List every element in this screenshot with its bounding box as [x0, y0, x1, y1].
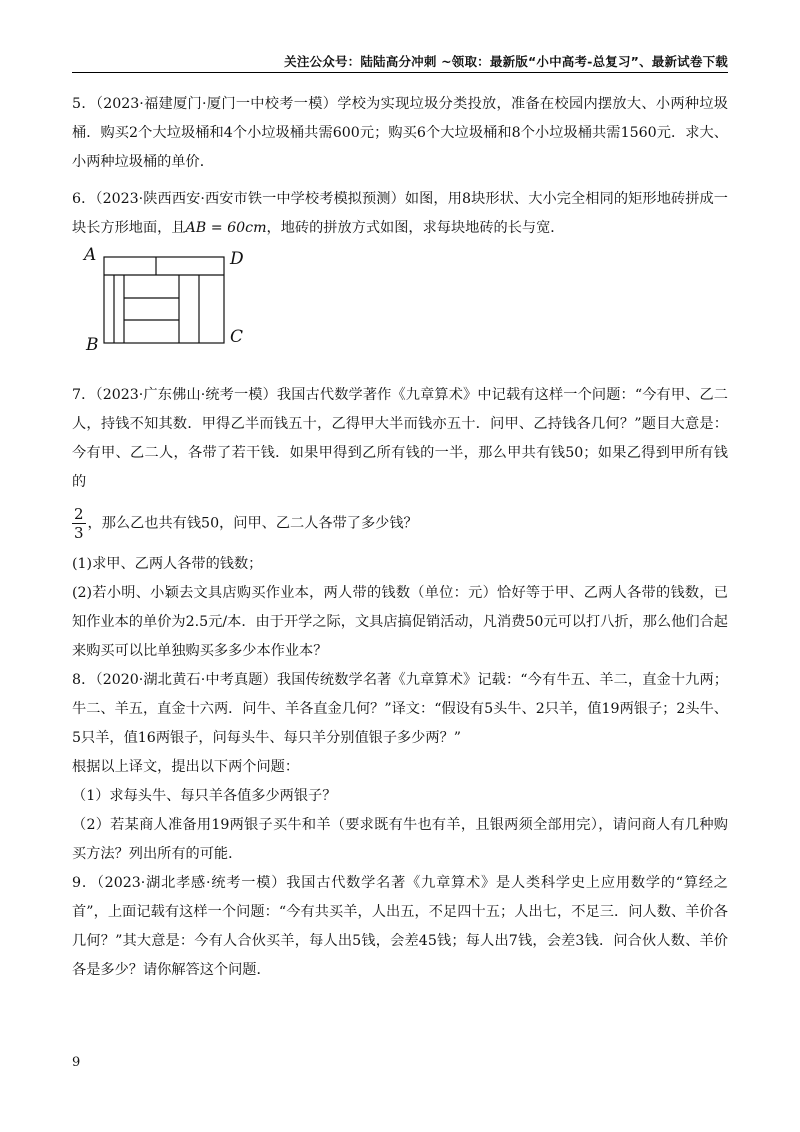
question-7-sub-1: (1)求甲、乙两人各带的钱数； — [72, 556, 263, 572]
header-text: 关注公众号：陆陆高分冲刺 ~领取：最新版“小中高考-总复习”、最新试卷下载 — [284, 54, 728, 69]
question-7-sub-2: (2)若小明、小颖去文具店购买作业本，两人带的钱数（单位：元）恰好等于甲、乙两人各带的钱数，已知作业本的单价为2.5元/本．由于开学之际，文具店搞促销活动，凡消费50元可以打八折，那么他们合起来购买可以比单独购买多多少本作业本？ — [72, 585, 728, 659]
question-5: 5．（2023·福建厦门·厦门一中校考一模）学校为实现垃圾分类投放，准备在校园内摆放大、小两种垃圾桶．购买2个大垃圾桶和4个小垃圾桶共需600元；购买6个大垃圾桶和8个小垃圾桶共需1560元．求大、小两种垃圾桶的单价． — [72, 96, 728, 170]
tile-figure — [84, 245, 244, 359]
question-7-text-1: 7．（2023·广东佛山·统考一模）我国古代数学著作《九章算术》中记载有这样一个问题：“今有甲、乙二人，持钱不知其数．甲得乙半而钱五十，乙得甲大半而钱亦五十．问甲、乙持钱各几何？”题目大意是：今有甲、乙二人，各带了若干钱．如果甲得到乙所有钱的一半，那么甲共有钱50；如果乙得到甲所有钱的 — [72, 387, 728, 490]
question-6-math: AB = 60cm — [185, 220, 267, 236]
question-7-fraction-line — [72, 505, 728, 542]
page-content — [72, 90, 728, 985]
tile-diagram — [84, 249, 244, 359]
fraction-two-thirds — [72, 505, 86, 542]
fraction-numerator: 2 — [74, 505, 84, 523]
question-7 — [72, 381, 728, 497]
question-8: 8．（2020·湖北黄石·中考真题）我国传统数学名著《九章算术》记载：“今有牛五、羊二，直金十九两；牛二、羊五，直金十六两．问牛、羊各直金几何？”译文：“假设有5头牛、2只羊，值19两银子；2头牛、5只羊，值16两银子，问每头牛、每只羊分别值银子多少两？” — [72, 672, 728, 746]
question-7-text-2: ，那么乙也共有钱50，问甲、乙二人各带了多少钱？ — [87, 515, 418, 532]
fraction-denominator: 3 — [74, 524, 84, 542]
question-6 — [72, 185, 728, 243]
page-number: 9 — [72, 1055, 81, 1070]
page-header — [72, 44, 728, 73]
outer-rectangle — [104, 257, 224, 343]
label-a: A — [84, 245, 97, 265]
question-8-sub-1: （1）求每头牛、每只羊各值多少两银子？ — [72, 788, 337, 804]
label-d: D — [230, 249, 244, 269]
label-b: B — [86, 335, 99, 355]
question-8-sub-2: （2）若某商人准备用19两银子买牛和羊（要求既有牛也有羊，且银两须全部用完），请问商人有几种购买方法？列出所有的可能． — [72, 817, 728, 862]
question-6-text-before: 6．（2023·陕西西安·西安市铁一中学校考模拟预测）如图，用8块形状、大小完全相同的矩形地砖拼成一块长方形地面，且 — [72, 191, 728, 236]
question-8-intro: 根据以上译文，提出以下两个问题： — [72, 759, 300, 775]
question-9: 9．（2023·湖北孝感·统考一模）我国古代数学名著《九章算术》是人类科学史上应用数学的“算经之首”，上面记载有这样一个问题：“今有共买羊，人出五，不足四十五；人出七，不足三．问人数、羊价各几何？”其大意是：今有人合伙买羊，每人出5钱，会差45钱；每人出7钱，会差3钱．问合伙人数、羊价各是多少？请你解答这个问题． — [72, 875, 728, 978]
label-c: C — [230, 327, 244, 347]
question-6-text-after: ，地砖的拼放方式如图，求每块地砖的长与宽． — [266, 220, 565, 236]
